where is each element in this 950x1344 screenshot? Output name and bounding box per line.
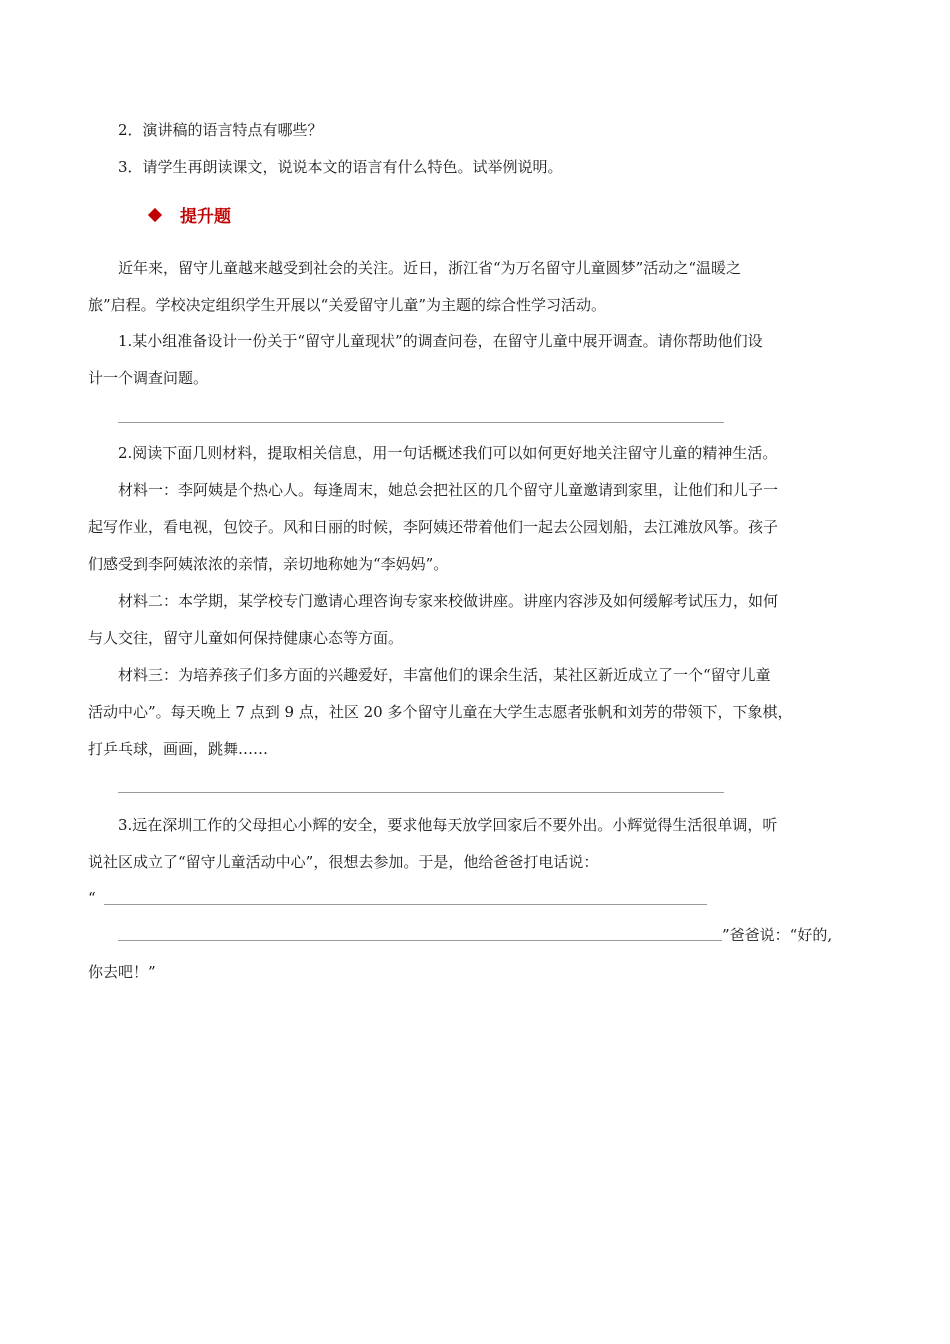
open-quote: “ xyxy=(88,889,96,907)
answer-blank-3a[interactable] xyxy=(104,904,707,905)
section-heading xyxy=(150,205,231,229)
item3-line-1: 3.远在深圳工作的父母担心小辉的安全，要求他每天放学回家后不要外出。小辉觉得生活很单调，听 xyxy=(118,816,778,834)
material-3-line-2: 活动中心”。每天晚上 7 点到 9 点，社区 20 多个留守儿童在大学生志愿者张帆和刘芳的带领下，下象棋， xyxy=(88,703,793,721)
material-3-line-3: 打乒乓球，画画，跳舞…… xyxy=(88,740,269,758)
question-3: 3．请学生再朗读课文，说说本文的语言有什么特色。试举例说明。 xyxy=(118,158,563,176)
answer-blank-1[interactable] xyxy=(118,422,724,423)
dad-reply: ”爸爸说：“好的, xyxy=(722,926,833,944)
intro-line-1: 近年来，留守儿童越来越受到社会的关注。近日，浙江省“为万名留守儿童圆梦”活动之“温暖之 xyxy=(118,259,742,277)
section-title: 提升题 xyxy=(180,207,231,227)
material-1-line-2: 起写作业，看电视，包饺子。风和日丽的时候，李阿姨还带着他们一起去公园划船，去江滩放风筝。孩子 xyxy=(88,518,779,536)
material-1-line-1: 材料一：李阿姨是个热心人。每逢周末，她总会把社区的几个留守儿童邀请到家里，让他们和儿子一 xyxy=(118,481,779,499)
answer-blank-3b[interactable] xyxy=(118,940,722,941)
material-2-line-1: 材料二：本学期，某学校专门邀请心理咨询专家来校做讲座。讲座内容涉及如何缓解考试压力，如何 xyxy=(118,592,779,610)
item1-line-2: 计一个调查问题。 xyxy=(88,369,209,387)
diamond-bullet-icon xyxy=(148,208,162,222)
material-3-line-1: 材料三：为培养孩子们多方面的兴趣爱好，丰富他们的课余生活，某社区新近成立了一个“留守儿童 xyxy=(118,666,771,684)
material-2-line-2: 与人交往，留守儿童如何保持健康心态等方面。 xyxy=(88,629,404,647)
question-2: 2．演讲稿的语言特点有哪些？ xyxy=(118,121,323,139)
item1-line-1: 1.某小组准备设计一份关于“留守儿童现状”的调查问卷，在留守儿童中展开调查。请你帮助他们设 xyxy=(118,332,763,350)
item3-line-2: 说社区成立了“留守儿童活动中心”，很想去参加。于是，他给爸爸打电话说： xyxy=(88,853,599,871)
intro-line-2: 旅”启程。学校决定组织学生开展以“关爱留守儿童”为主题的综合性学习活动。 xyxy=(88,296,607,314)
answer-blank-2[interactable] xyxy=(118,792,724,793)
material-1-line-3: 们感受到李阿姨浓浓的亲情，亲切地称她为“李妈妈”。 xyxy=(88,555,449,573)
item3-last-line: 你去吧！” xyxy=(88,963,156,981)
item2-line-1: 2.阅读下面几则材料，提取相关信息，用一句话概述我们可以如何更好地关注留守儿童的精神生活。 xyxy=(118,444,778,462)
